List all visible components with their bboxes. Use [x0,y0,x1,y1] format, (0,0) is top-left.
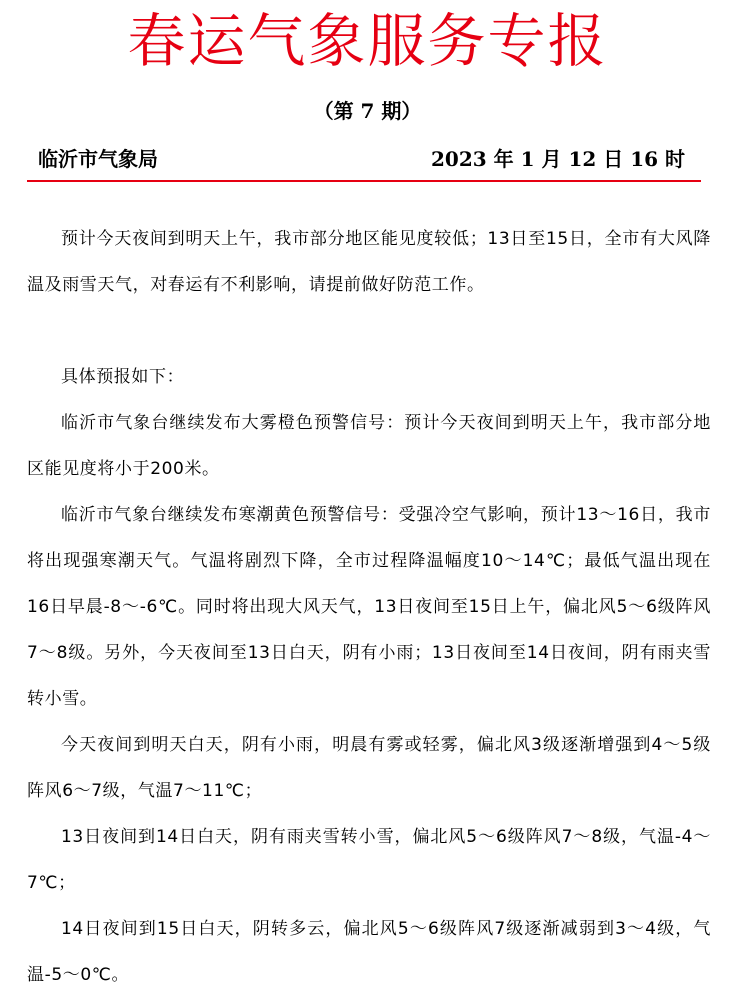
issue-datetime: 2023 年 1 月 12 日 16 时 [431,147,685,171]
bulletin-title: 春运气象服务专报 [127,7,608,75]
cold-wave-warning-paragraph: 临沂市气象台继续发布寒潮黄色预警信号：受强冷空气影响，预计13～16日，我市将出现强寒潮天气。气温将剧烈下降，全市过程降温幅度10～14℃；最低气温出现在16日早晨-8～-6℃。同时将出现大风天气，13日夜间至15日上午，偏北风5～6级阵风7～8级。另外，今天夜间至13日白天，阴有小雨；13日夜间至14日夜间，阴有雨夹雪转小雪。 [27,505,711,709]
bulletin-body [27,216,711,998]
header-divider [27,180,701,182]
issue-number: （第 7 期） [313,99,422,123]
forecast-intro: 具体预报如下： [61,367,185,387]
forecast-tonight-tomorrow: 今天夜间到明天白天，阴有小雨，明晨有雾或轻雾，偏北风3级逐渐增强到4～5级阵风6～7级，气温7～11℃； [27,735,711,801]
paragraph-spacer [27,308,711,354]
bulletin-meta-row [35,143,685,175]
summary-paragraph: 预计今天夜间到明天上午，我市部分地区能见度较低；13日至15日，全市有大风降温及雨雪天气，对春运有不利影响，请提前做好防范工作。 [27,229,711,295]
forecast-14-15: 14日夜间到15日白天，阴转多云，偏北风5～6级阵风7级逐渐减弱到3～4级，气温-5～0℃。 [27,919,711,985]
forecast-13-14: 13日夜间到14日白天，阴有雨夹雪转小雪，偏北风5～6级阵风7～8级，气温-4～7℃； [27,827,711,893]
issuer-name: 临沂市气象局 [38,147,158,171]
fog-warning-paragraph: 临沂市气象台继续发布大雾橙色预警信号：预计今天夜间到明天上午，我市部分地区能见度将小于200米。 [27,413,711,479]
